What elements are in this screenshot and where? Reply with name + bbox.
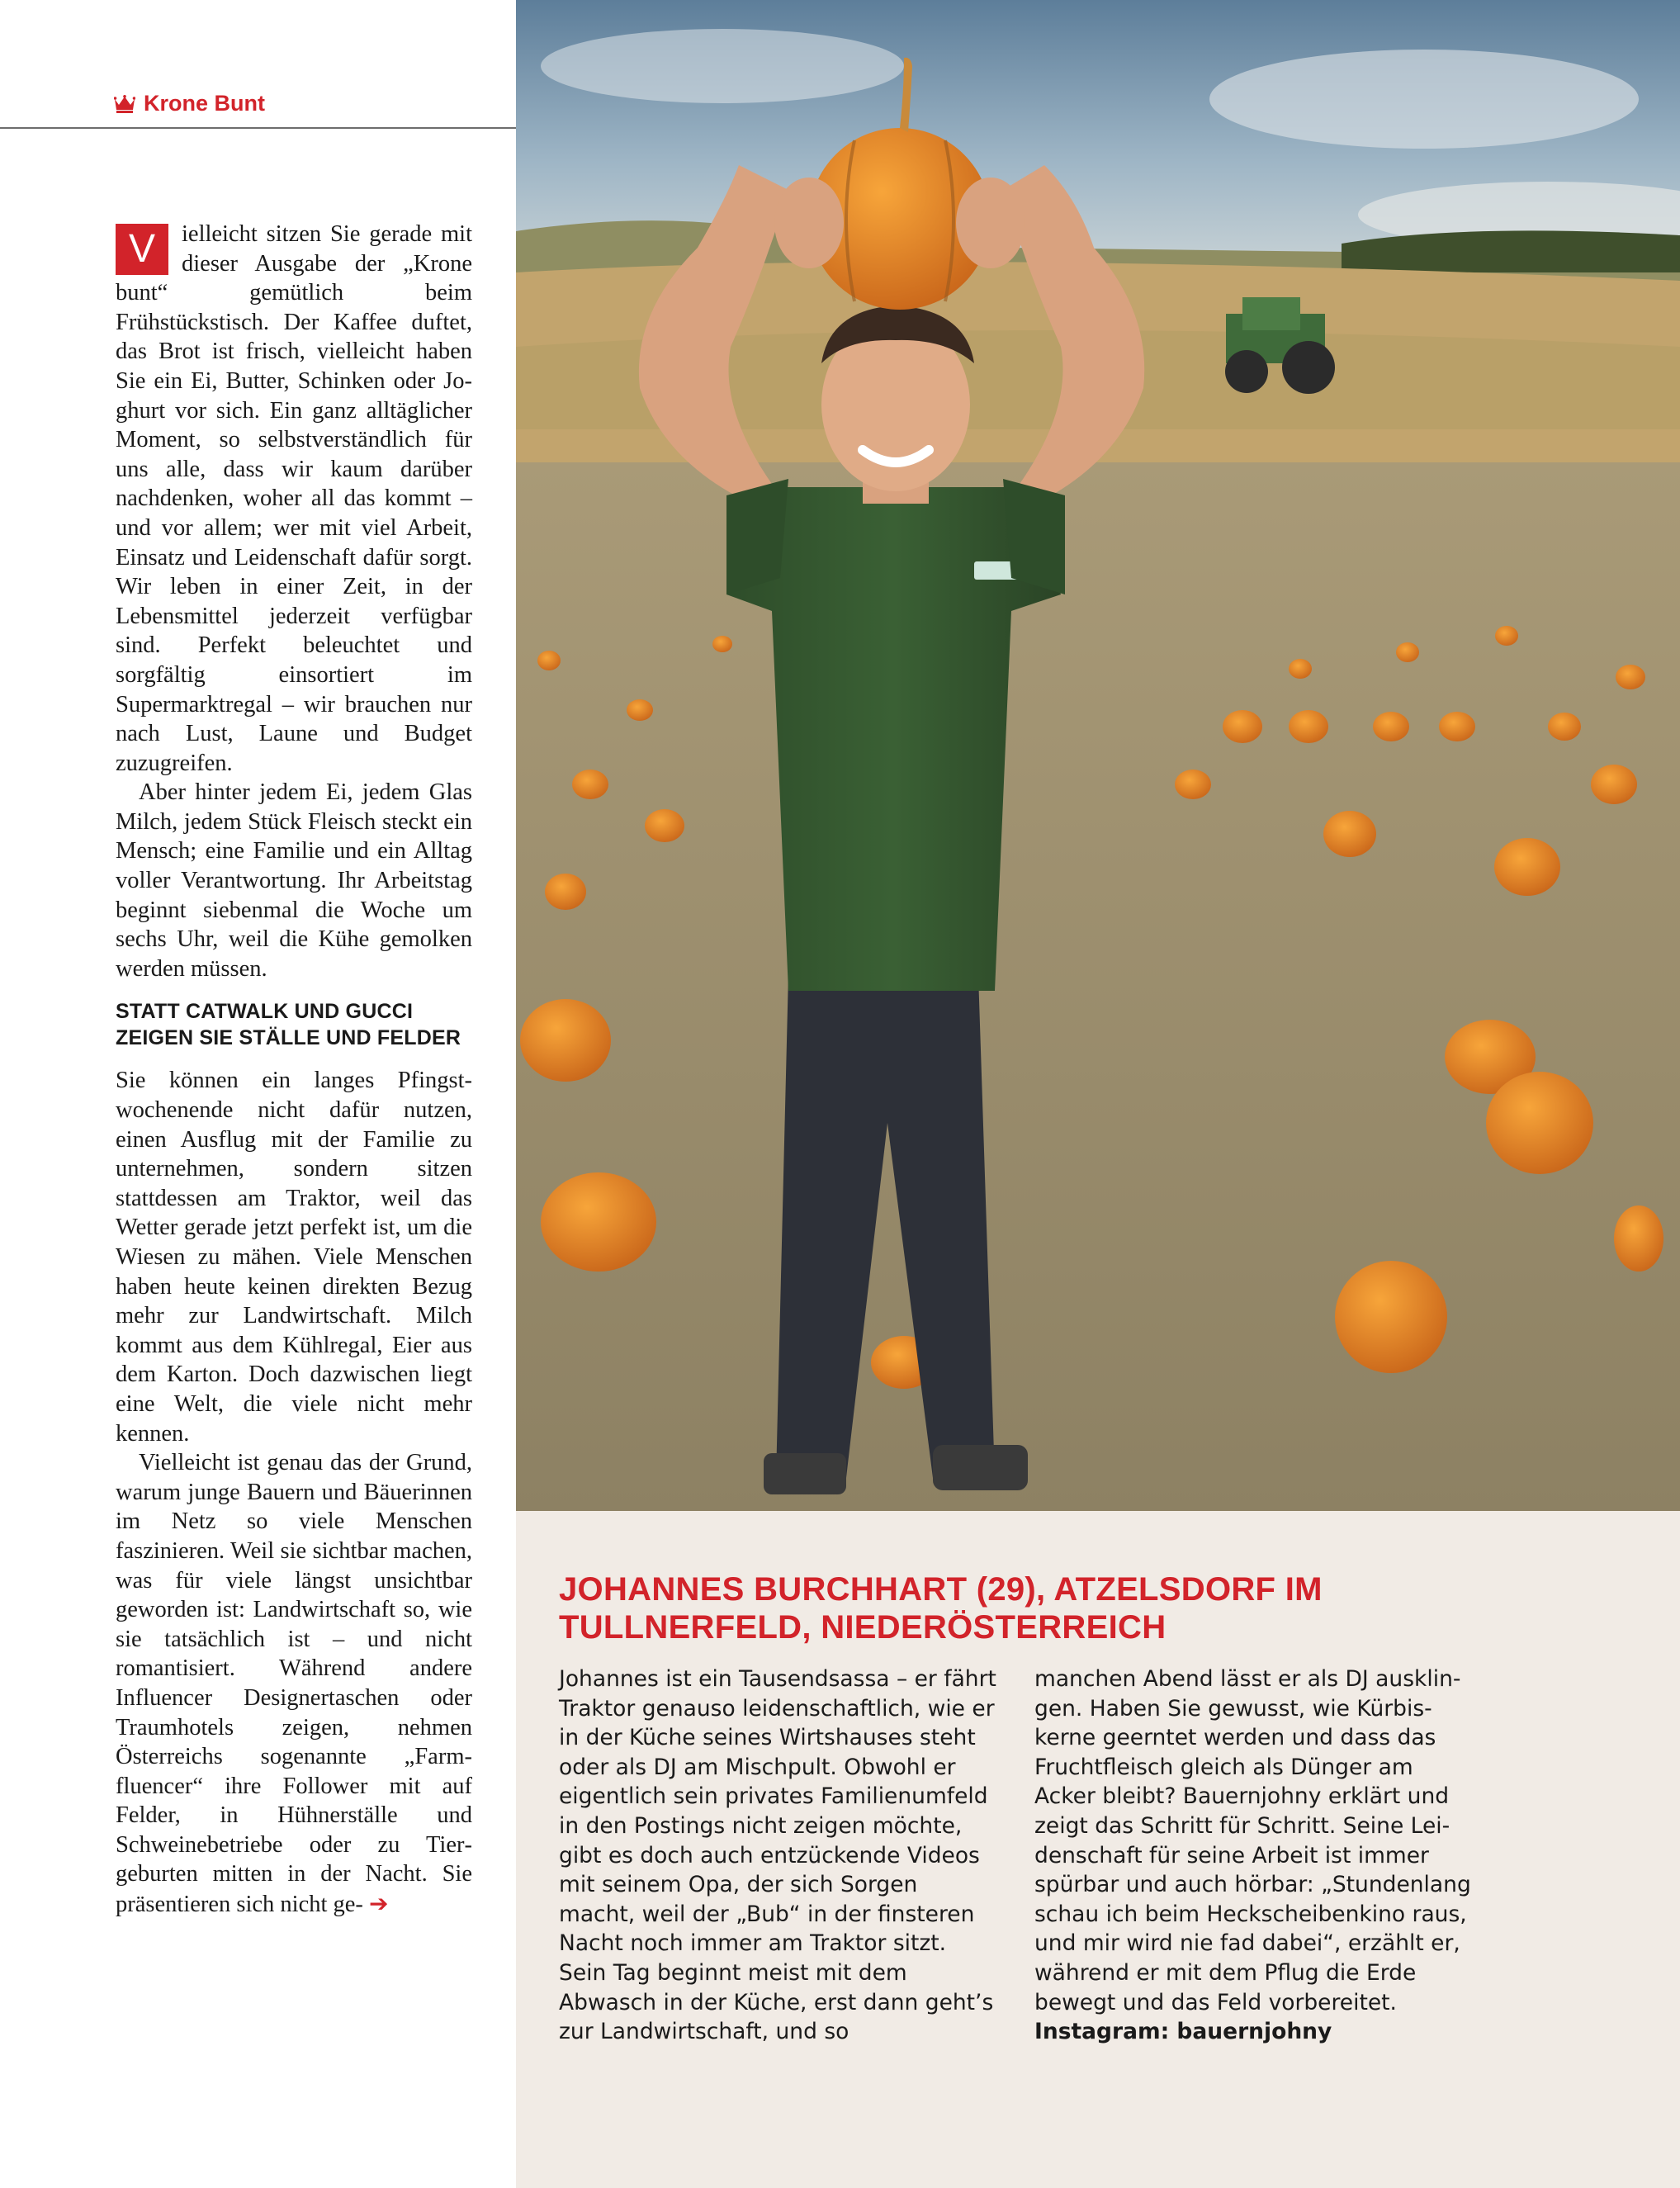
article-paragraph-4 xyxy=(116,1448,472,1920)
header-divider xyxy=(0,127,516,129)
article-subheading: STATT CATWALK UND GUCCI ZEIGEN SIE STÄLLE UND FELDER xyxy=(116,1000,461,1050)
drop-cap: V xyxy=(116,224,168,275)
article-paragraph-1: ielleicht sitzen Sie gerade mit dieser Ausgabe der „Krone bunt“ gemütlich beim Frühstückstisch. Der Kaffee duftet, das Brot ist frisch, vielleicht haben Sie ein Ei, Butter, Schinken oder Joghurt vor sich. Ein ganz alltäglicher Moment, so selbstverständlich für uns alle, dass wir kaum darüber nachdenken, woher all das kommt – und vor allem; wer mit viel Arbeit, Einsatz und Leidenschaft dafür sorgt. Wir leben in einer Zeit, in der Lebensmittel jederzeit verfügbar sind. Perfekt beleuchtet und sorgfältig einsortiert im Supermarktregal – wir brauchen nur nach Lust, Laune und Budget zuzugreifen. xyxy=(116,221,472,776)
page-header xyxy=(0,0,516,129)
crown-icon xyxy=(114,95,135,113)
article-paragraph-2: Aber hinter jedem Ei, jedem Glas Milch, jedem Stück Fleisch steckt ein Mensch; eine Familie und ein Alltag voller Verantwortung. Ihr Arbeitstag beginnt siebenmal die Woche um sechs Uhr, weil die Kühe gemolken werden müssen. xyxy=(116,779,472,982)
profile-text-columns xyxy=(559,1665,1475,2047)
arrow-right-icon: ➔ xyxy=(369,1890,389,1918)
profile-text-col-2 xyxy=(1034,1665,1472,2047)
article-paragraph-3: Sie können ein langes Pfingstwochenende nicht dafür nutzen, einen Ausflug mit der Familie zu unternehmen, sondern sitzen stattdessen am Traktor, weil das Wetter gerade jetzt perfekt ist, um die Wiesen zu mähen. Viele Menschen haben heute keinen direkten Bezug mehr zur Landwirtschaft. Milch kommt aus dem Kühlregal, Eier aus dem Karton. Doch dazwischen liegt eine Welt, die viele nicht mehr kennen. xyxy=(116,1068,472,1447)
instagram-handle: Instagram: bauernjohny xyxy=(1034,2019,1332,2045)
section-name: Krone Bunt xyxy=(144,91,265,116)
profile-text-col-2-body: manchen Abend lässt er als DJ ausklingen. Haben Sie gewusst, wie Kürbiskerne geerntet werden und dass das Fruchtfleisch gleich als Dünger am Acker bleibt? Bauernjohny erklärt und zeigt das Schritt für Schritt. Seine Leidenschaft für seine Arbeit ist immer spürbar und auch hörbar: „Stundenlang schau ich beim Heckscheibenkino raus, und mir wird nie fad dabei“, erzählt er, während er mit dem Pflug die Erde bewegt und das Feld vorbereitet. xyxy=(1034,1666,1471,2015)
section-label xyxy=(114,91,265,116)
article-paragraph-4-text: Vielleicht ist genau das der Grund, warum junge Bauern und Bäuerinnen im Netz so viele Menschen faszinieren. Weil sie sichtbar machen, was für viele längst unsichtbar geworden ist: Landwirtschaft so, wie sie tatsächlich ist – und nicht romantisiert. Während andere Influencer Designertaschen oder Traumhotels zeigen, nehmen Österreichs sogenannte „Farmfluencer“ ihre Follower mit auf Felder, in Hühnerställe und Schweinebetriebe oder zu Tiergeburten mitten in der Nacht. Sie präsentieren sich nicht ge- xyxy=(116,1450,472,1918)
farmer-with-pumpkin-illustration xyxy=(516,0,1680,1511)
profile-caption xyxy=(516,1511,1680,2188)
profile-text-col-1: Johannes ist ein Tausendsassa – er fährt Traktor genauso leidenschaftlich, wie er in der Küche seines Wirtshauses steht oder als DJ am Mischpult. Obwohl er eigentlich sein privates Familienumfeld in den Postings nicht zeigen möchte, gibt es doch auch entzückende Videos mit seinem Opa, der sich Sorgen macht, weil der „Bub“ in der finsteren Nacht noch immer am Traktor sitzt. Sein Tag beginnt meist mit dem Abwasch in der Küche, erst dann geht’s zur Landwirtschaft, und so xyxy=(559,1666,996,2045)
profile-title: JOHANNES BURCHHART (29), ATZELSDORF IM TULLNERFELD, NIEDERÖSTERREICH xyxy=(559,1571,1323,1646)
hero-photo xyxy=(516,0,1680,1511)
article-body xyxy=(116,220,472,1920)
